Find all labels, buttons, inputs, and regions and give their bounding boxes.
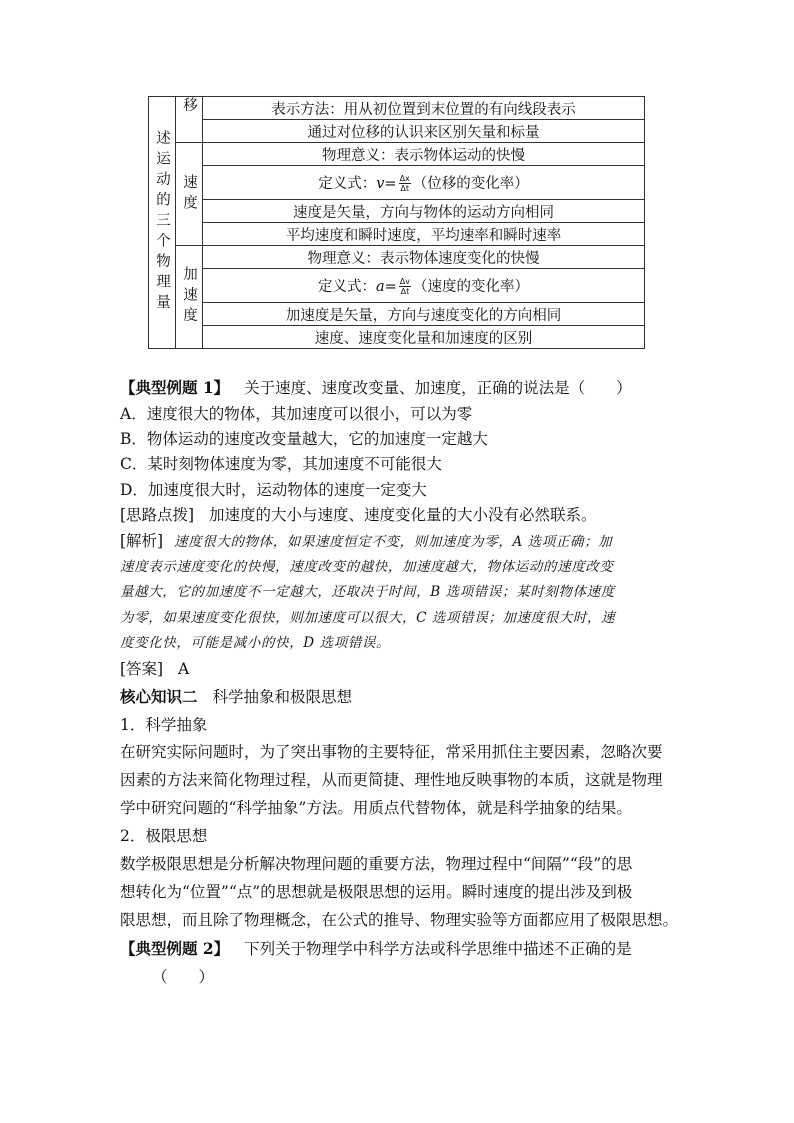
table-cell: 物理意义：表示物体运动的快慢 xyxy=(203,143,645,166)
section2-heading-text: 科学抽象和极限思想 xyxy=(212,688,352,706)
example2-question: 下列关于物理学中科学方法或科学思维中描述不正确的是 xyxy=(244,940,632,958)
example1-question-line xyxy=(120,376,632,400)
example2-tag: 【典型例题 2】 xyxy=(120,939,230,958)
velocity-definition: 定义式：v= $\frac{\Delta x}{\Delta t}$ （位移的变化率） xyxy=(203,166,645,200)
frac-den: Δt xyxy=(400,287,410,297)
answer-value: A xyxy=(178,660,190,678)
example2-question-line xyxy=(120,937,632,961)
table-cell: 平均速度和瞬时速度，平均速率和瞬时速率 xyxy=(203,223,645,246)
table-cell: 速度、速度变化量和加速度的区别 xyxy=(203,326,645,349)
paragraph1-line-3: 学中研究问题的“科学抽象”方法。用质点代替物体，就是科学抽象的结果。 xyxy=(120,799,632,817)
velocity-label-cell xyxy=(176,143,203,246)
option-b: B．物体运动的速度改变量越大，它的加速度一定越大 xyxy=(120,430,488,448)
analysis-line-1 xyxy=(120,529,612,554)
example1-question: 关于速度、速度改变量、加速度，正确的说法是（ ） xyxy=(244,379,632,397)
def-var: a xyxy=(375,278,385,295)
table-cell: 通过对位移的认识来区别矢量和标量 xyxy=(203,120,645,143)
def-prefix: 定义式： xyxy=(318,175,377,192)
displacement-label: 移 xyxy=(181,97,197,118)
analysis-line-2: 速度表示速度变化的快慢，速度改变的越快，加速度越大，物体运动的速度改变 xyxy=(120,559,614,575)
frac-den: Δt xyxy=(400,184,409,194)
group-label: 述运动的三个物理量 xyxy=(154,130,170,315)
analysis-line-3: 量越大，它的加速度不一定越大，还取决于时间，B 选项错误；某时刻物体速度 xyxy=(120,584,615,600)
analysis-tag: [解析] xyxy=(120,532,164,550)
hint-line xyxy=(120,503,597,527)
section2-heading-tag: 核心知识二 xyxy=(120,687,198,706)
frac-num: Δv xyxy=(399,277,411,287)
acceleration-definition: 定义式：a= $\frac{\Delta v}{\Delta t}$ （速度的变化率） xyxy=(203,269,645,303)
paragraph2-line-1: 数学极限思想是分析解决物理问题的重要方法，物理过程中“间隔”“段”的思 xyxy=(120,855,633,873)
analysis-line-4: 为零，如果速度变化很快，则加速度可以很大，C 选项错误；加速度很大时，速 xyxy=(120,610,616,626)
table-cell: 物理意义：表示物体速度变化的快慢 xyxy=(203,246,645,269)
answer-line xyxy=(120,657,189,681)
acceleration-label-cell xyxy=(176,246,203,349)
velocity-fraction xyxy=(399,174,411,193)
hint-text: 加速度的大小与速度、速度变化量的大小没有必然联系。 xyxy=(209,506,597,524)
example2-paren: （ ） xyxy=(152,968,215,986)
hint-tag: [思路点拨] xyxy=(120,506,195,524)
analysis-line-5: 度变化快，可能是减小的快，D 选项错误。 xyxy=(120,635,391,651)
example1-tag: 【典型例题 1】 xyxy=(120,378,230,397)
summary-table xyxy=(148,96,645,349)
option-d: D．加速度很大时，运动物体的速度一定变大 xyxy=(120,481,427,499)
def-suffix: （位移的变化率） xyxy=(412,175,529,192)
paragraph1-line-2: 因素的方法来简化物理过程，从而更简捷、理性地反映事物的本质，这就是物理 xyxy=(120,771,663,789)
paragraph1-line-1: 在研究实际问题时，为了突出事物的主要特征，常采用抓住主要因素，忽略次要 xyxy=(120,743,663,761)
answer-tag: [答案] xyxy=(120,660,164,678)
velocity-label: 速度 xyxy=(181,173,197,215)
table-cell: 加速度是矢量，方向与速度变化的方向相同 xyxy=(203,303,645,326)
subheading-limit: 2．极限思想 xyxy=(120,827,208,845)
displacement-label-cell xyxy=(176,97,203,143)
option-c: C．某时刻物体速度为零，其加速度不可能很大 xyxy=(120,455,442,473)
acceleration-label: 加速度 xyxy=(181,266,197,328)
def-suffix: （速度的变化率） xyxy=(413,278,530,295)
option-a: A．速度很大的物体，其加速度可以很小，可以为零 xyxy=(120,405,473,423)
paragraph2-line-3: 限思想，而且除了物理概念，在公式的推导、物理实验等方面都应用了极限思想。 xyxy=(120,911,679,929)
paragraph2-line-2: 想转化为“位置”“点”的思想就是极限思想的运用。瞬时速度的提出涉及到极 xyxy=(120,883,633,901)
table-cell: 速度是矢量，方向与物体的运动方向相同 xyxy=(203,200,645,223)
def-prefix: 定义式： xyxy=(317,278,376,295)
def-var: v xyxy=(376,175,385,192)
group-label-cell xyxy=(149,97,176,349)
frac-num: Δx xyxy=(399,174,410,184)
acceleration-fraction xyxy=(399,277,411,296)
subheading-abstraction: 1．科学抽象 xyxy=(120,716,208,734)
section2-heading xyxy=(120,685,352,709)
table-cell: 表示方法：用从初位置到末位置的有向线段表示 xyxy=(203,97,645,120)
analysis-text: 速度很大的物体，如果速度恒定不变，则加速度为零，A 选项正确；加 xyxy=(174,534,613,550)
